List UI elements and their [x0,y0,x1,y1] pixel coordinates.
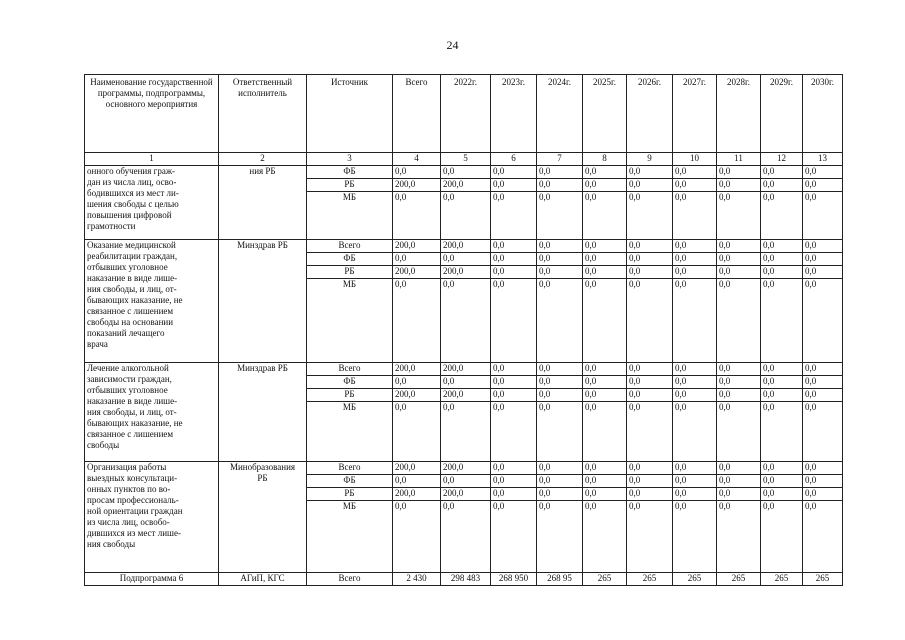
amount-cell: 0,0 [717,376,761,389]
column-number: 8 [583,153,627,166]
amount-cell: 0,0 [717,462,761,475]
amount-cell: 0,0 [537,266,583,279]
amount-cell: 0,0 [537,389,583,402]
subprogram-amount: 265 [673,573,717,586]
funding-source: МБ [307,501,393,573]
column-number: 4 [393,153,441,166]
funding-source: ФБ [307,475,393,488]
amount-cell: 0,0 [717,501,761,573]
column-number: 2 [219,153,307,166]
amount-cell: 0,0 [491,253,537,266]
table-row [85,363,843,376]
subprogram-amount: 265 [627,573,673,586]
funding-source: РБ [307,266,393,279]
amount-cell: 0,0 [761,488,803,501]
amount-cell: 0,0 [717,179,761,192]
amount-cell: 0,0 [761,402,803,462]
funding-source: РБ [307,389,393,402]
amount-cell: 0,0 [441,376,491,389]
amount-cell: 0,0 [673,266,717,279]
amount-cell: 0,0 [393,279,441,363]
amount-cell: 0,0 [803,166,843,179]
column-number: 7 [537,153,583,166]
amount-cell: 0,0 [441,279,491,363]
subprogram-source: Всего [307,573,393,586]
amount-cell: 0,0 [491,501,537,573]
amount-cell: 0,0 [673,166,717,179]
amount-cell: 0,0 [761,475,803,488]
amount-cell: 0,0 [627,279,673,363]
amount-cell: 0,0 [673,475,717,488]
amount-cell: 0,0 [583,253,627,266]
header-cell: 2026г. [627,75,673,153]
amount-cell: 0,0 [441,402,491,462]
amount-cell: 0,0 [761,462,803,475]
subprogram-responsible: АГиП, КГС [219,573,307,586]
funding-source: ФБ [307,376,393,389]
amount-cell: 0,0 [491,192,537,240]
budget-table [84,74,843,586]
column-number: 11 [717,153,761,166]
amount-cell: 0,0 [627,376,673,389]
responsible-executor: Минздрав РБ [219,240,307,363]
amount-cell: 0,0 [673,253,717,266]
amount-cell: 0,0 [537,166,583,179]
header-cell: 2023г. [491,75,537,153]
amount-cell: 0,0 [673,192,717,240]
amount-cell: 200,0 [393,266,441,279]
amount-cell: 0,0 [491,240,537,253]
amount-cell: 0,0 [537,279,583,363]
amount-cell: 0,0 [627,179,673,192]
amount-cell: 0,0 [583,266,627,279]
amount-cell: 200,0 [441,266,491,279]
amount-cell: 0,0 [717,402,761,462]
subprogram-amount: 268 95 [537,573,583,586]
amount-cell: 0,0 [717,475,761,488]
column-number: 1 [85,153,219,166]
amount-cell: 0,0 [627,266,673,279]
amount-cell: 0,0 [491,376,537,389]
amount-cell: 0,0 [491,279,537,363]
amount-cell: 0,0 [441,166,491,179]
amount-cell: 0,0 [761,279,803,363]
amount-cell: 0,0 [583,192,627,240]
amount-cell: 0,0 [537,402,583,462]
subprogram-amount: 265 [717,573,761,586]
amount-cell: 0,0 [583,376,627,389]
funding-source: МБ [307,402,393,462]
subprogram-amount: 298 483 [441,573,491,586]
amount-cell: 0,0 [627,166,673,179]
amount-cell: 200,0 [441,240,491,253]
amount-cell: 0,0 [717,266,761,279]
amount-cell: 0,0 [537,192,583,240]
header-cell: Источник [307,75,393,153]
amount-cell: 200,0 [441,179,491,192]
header-cell: 2030г. [803,75,843,153]
amount-cell: 0,0 [717,389,761,402]
page-number: 24 [446,38,459,52]
subprogram-amount: 265 [803,573,843,586]
amount-cell: 0,0 [393,253,441,266]
amount-cell: 0,0 [491,488,537,501]
amount-cell: 0,0 [627,462,673,475]
table-row [85,166,843,179]
amount-cell: 0,0 [393,166,441,179]
amount-cell: 0,0 [627,475,673,488]
amount-cell: 0,0 [491,363,537,376]
amount-cell: 0,0 [441,192,491,240]
amount-cell: 0,0 [717,279,761,363]
amount-cell: 0,0 [583,488,627,501]
amount-cell: 0,0 [627,363,673,376]
amount-cell: 0,0 [627,253,673,266]
amount-cell: 0,0 [583,501,627,573]
column-number: 12 [761,153,803,166]
subprogram-amount: 268 950 [491,573,537,586]
amount-cell: 0,0 [673,402,717,462]
amount-cell: 0,0 [537,240,583,253]
table-body [85,166,843,586]
amount-cell: 0,0 [627,402,673,462]
header-cell: Всего [393,75,441,153]
amount-cell: 0,0 [761,363,803,376]
column-number: 13 [803,153,843,166]
amount-cell: 0,0 [537,363,583,376]
amount-cell: 0,0 [491,389,537,402]
amount-cell: 0,0 [393,402,441,462]
activity-name: Оказание медицинской реабилитации граждан, отбывших уголовное наказание в виде лише- ния свободы, и лиц, от- бывающих наказание, не связанное с лишением свободы на основании показаний лечащего врача [85,240,219,363]
funding-source: РБ [307,179,393,192]
header-cell: Наименование государственной программы, подпрограммы, основного мероприятия [85,75,219,153]
amount-cell: 200,0 [393,488,441,501]
header-cell: Ответственный исполнитель [219,75,307,153]
amount-cell: 0,0 [673,363,717,376]
column-number: 10 [673,153,717,166]
amount-cell: 0,0 [803,240,843,253]
activity-name: онного обучения граж- дан из числа лиц, осво- бодившихся из мест ли- шения свободы с целью повышения цифровой грамотности [85,166,219,240]
amount-cell: 0,0 [761,253,803,266]
amount-cell: 0,0 [673,179,717,192]
amount-cell: 0,0 [761,389,803,402]
amount-cell: 0,0 [673,501,717,573]
funding-source: РБ [307,488,393,501]
amount-cell: 0,0 [717,253,761,266]
funding-source: ФБ [307,166,393,179]
amount-cell: 0,0 [803,462,843,475]
amount-cell: 0,0 [761,166,803,179]
amount-cell: 0,0 [803,279,843,363]
amount-cell: 0,0 [673,462,717,475]
amount-cell: 0,0 [583,389,627,402]
header-row [85,75,843,153]
amount-cell: 0,0 [627,192,673,240]
amount-cell: 0,0 [803,475,843,488]
amount-cell: 0,0 [761,179,803,192]
amount-cell: 0,0 [803,266,843,279]
amount-cell: 0,0 [627,389,673,402]
amount-cell: 0,0 [491,402,537,462]
funding-source: МБ [307,279,393,363]
amount-cell: 0,0 [717,166,761,179]
activity-name: Организация работы выездных консультаци- онных пунктов по во- просам профессиональ- ной ориентации граждан из числа лиц, освобо- дившихся из мест лише- ния свободы [85,462,219,573]
amount-cell: 0,0 [491,462,537,475]
amount-cell: 0,0 [627,240,673,253]
amount-cell: 0,0 [717,488,761,501]
header-cell: 2024г. [537,75,583,153]
amount-cell: 0,0 [627,501,673,573]
amount-cell: 0,0 [393,192,441,240]
subprogram-amount: 265 [583,573,627,586]
amount-cell: 0,0 [393,376,441,389]
subprogram-amount: 2 430 [393,573,441,586]
amount-cell: 0,0 [717,192,761,240]
amount-cell: 0,0 [583,179,627,192]
amount-cell: 0,0 [803,179,843,192]
amount-cell: 0,0 [583,166,627,179]
amount-cell: 0,0 [803,253,843,266]
amount-cell: 0,0 [583,402,627,462]
activity-name: Лечение алкогольной зависимости граждан, отбывших уголовное наказание в виде лише- ния свободы, и лиц, от- бывающих наказание, не связанное с лишением свободы [85,363,219,462]
amount-cell: 0,0 [537,462,583,475]
amount-cell: 0,0 [537,179,583,192]
amount-cell: 200,0 [441,363,491,376]
funding-source: Всего [307,363,393,376]
subprogram-row [85,573,843,586]
amount-cell: 0,0 [491,266,537,279]
column-number-row [85,153,843,166]
amount-cell: 0,0 [803,363,843,376]
amount-cell: 0,0 [761,266,803,279]
column-number: 5 [441,153,491,166]
amount-cell: 0,0 [761,501,803,573]
amount-cell: 0,0 [803,501,843,573]
amount-cell: 0,0 [491,179,537,192]
amount-cell: 0,0 [717,240,761,253]
responsible-executor: Минздрав РБ [219,363,307,462]
amount-cell: 0,0 [491,475,537,488]
subprogram-name: Подпрограмма 6 [85,573,219,586]
amount-cell: 0,0 [761,240,803,253]
amount-cell: 0,0 [393,501,441,573]
amount-cell: 0,0 [537,475,583,488]
amount-cell: 200,0 [393,389,441,402]
funding-source: МБ [307,192,393,240]
amount-cell: 0,0 [627,488,673,501]
amount-cell: 0,0 [583,240,627,253]
amount-cell: 0,0 [803,389,843,402]
amount-cell: 0,0 [803,402,843,462]
subprogram-amount: 265 [761,573,803,586]
header-cell: 2022г. [441,75,491,153]
amount-cell: 200,0 [441,462,491,475]
amount-cell: 0,0 [583,279,627,363]
amount-cell: 0,0 [441,253,491,266]
amount-cell: 0,0 [717,363,761,376]
header-cell: 2028г. [717,75,761,153]
amount-cell: 0,0 [673,389,717,402]
column-number: 6 [491,153,537,166]
amount-cell: 0,0 [537,253,583,266]
amount-cell: 200,0 [441,389,491,402]
amount-cell: 0,0 [441,475,491,488]
amount-cell: 0,0 [761,192,803,240]
amount-cell: 0,0 [761,376,803,389]
funding-source: Всего [307,240,393,253]
amount-cell: 0,0 [803,192,843,240]
header-cell: 2025г. [583,75,627,153]
amount-cell: 0,0 [441,501,491,573]
amount-cell: 200,0 [393,240,441,253]
amount-cell: 0,0 [583,462,627,475]
amount-cell: 0,0 [673,488,717,501]
responsible-executor: Минобразования РБ [219,462,307,573]
header-cell: 2027г. [673,75,717,153]
amount-cell: 0,0 [583,475,627,488]
column-number: 9 [627,153,673,166]
column-number: 3 [307,153,393,166]
table-row [85,240,843,253]
funding-source: Всего [307,462,393,475]
amount-cell: 0,0 [537,501,583,573]
amount-cell: 0,0 [673,240,717,253]
amount-cell: 0,0 [537,376,583,389]
amount-cell: 200,0 [393,179,441,192]
funding-source: ФБ [307,253,393,266]
amount-cell: 200,0 [393,462,441,475]
amount-cell: 0,0 [673,279,717,363]
header-cell: 2029г. [761,75,803,153]
table-row [85,462,843,475]
amount-cell: 0,0 [803,488,843,501]
amount-cell: 0,0 [803,376,843,389]
amount-cell: 200,0 [441,488,491,501]
responsible-executor: ния РБ [219,166,307,240]
amount-cell: 0,0 [537,488,583,501]
amount-cell: 0,0 [393,475,441,488]
amount-cell: 0,0 [583,363,627,376]
amount-cell: 0,0 [491,166,537,179]
amount-cell: 0,0 [673,376,717,389]
amount-cell: 200,0 [393,363,441,376]
